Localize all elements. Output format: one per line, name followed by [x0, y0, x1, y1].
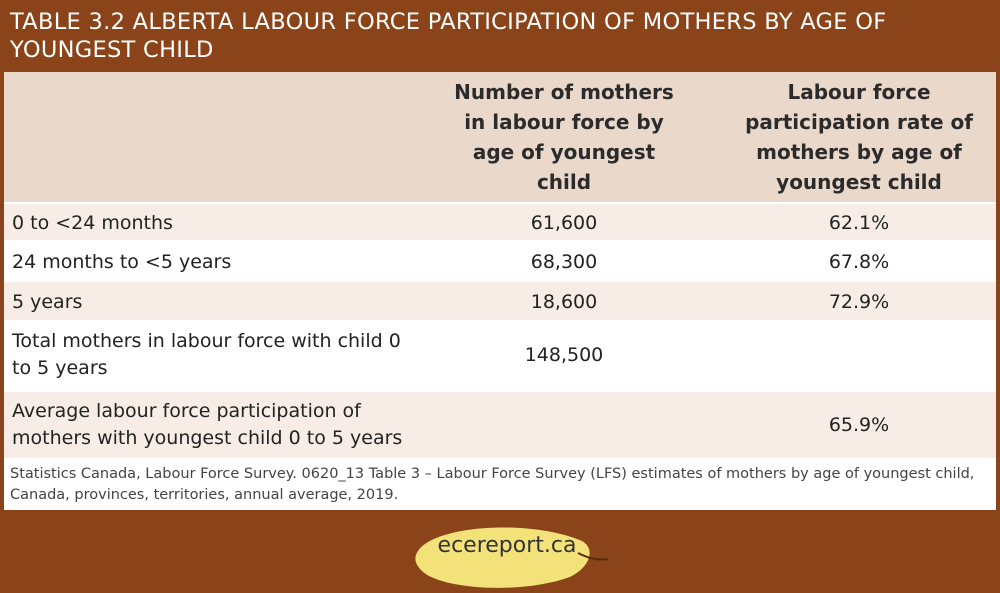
- row-rate: 62.1%: [828, 212, 890, 234]
- table-header: [4, 72, 996, 202]
- logo-text[interactable]: ecereport.ca: [437, 533, 577, 558]
- column-header-number: Number of mothers in labour force by age of youngest child: [454, 80, 674, 194]
- row-label: 0 to <24 months: [12, 212, 173, 234]
- row-count: 61,600: [530, 212, 598, 234]
- row-rate: 65.9%: [828, 414, 890, 436]
- source-note: Statistics Canada, Labour Force Survey. 0620_13 Table 3 – Labour Force Survey (LFS) estimates of mothers by age of youngest child, Canada, provinces, territories, annual average, 2019.: [10, 466, 975, 503]
- row-count: 148,500: [524, 344, 604, 366]
- data-table: [4, 72, 996, 510]
- row-count: 68,300: [530, 251, 598, 273]
- row-label: Average labour force participation of mothers with youngest child 0 to 5 years: [12, 400, 403, 449]
- row-label: Total mothers in labour force with child 0 to 5 years: [12, 330, 401, 379]
- table-title: TABLE 3.2 ALBERTA LABOUR FORCE PARTICIPATION OF MOTHERS BY AGE OF YOUNGEST CHILD: [10, 9, 887, 63]
- row-label: 24 months to <5 years: [12, 251, 232, 273]
- table-row: [4, 280, 996, 320]
- row-rate: 67.8%: [828, 251, 890, 273]
- table-row: [4, 240, 996, 280]
- column-header-rate: Labour force participation rate of mothers by age of youngest child: [745, 80, 973, 194]
- row-count: 18,600: [530, 291, 598, 313]
- table-row: [4, 320, 996, 390]
- row-rate: 72.9%: [828, 291, 890, 313]
- table-row: [4, 202, 996, 240]
- row-label: 5 years: [12, 291, 83, 313]
- table-row: [4, 390, 996, 458]
